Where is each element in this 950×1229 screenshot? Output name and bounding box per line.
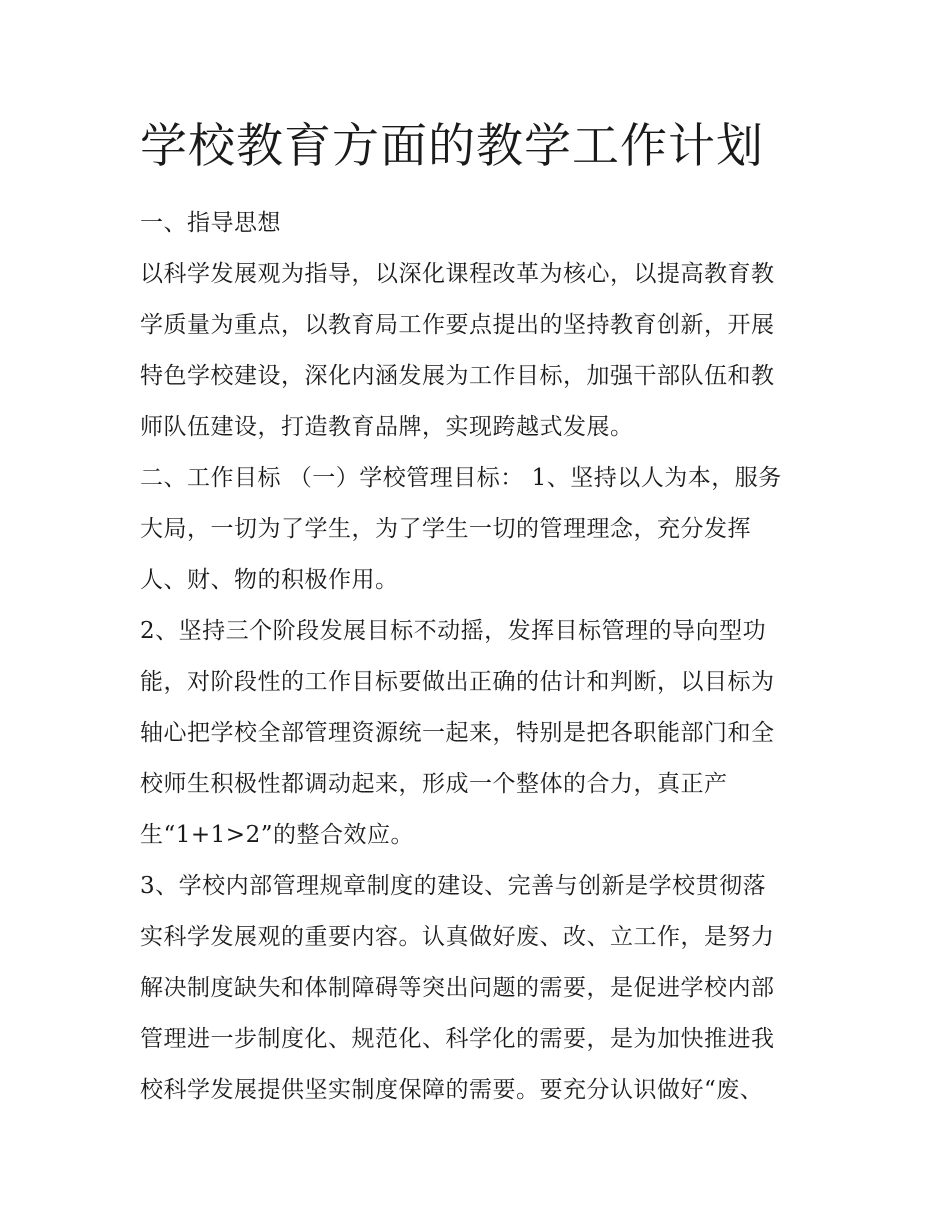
- document-title: 学校教育方面的教学工作计划: [140, 119, 764, 174]
- paragraph-line: 特色学校建设，深化内涵发展为工作目标，加强干部队伍和教: [140, 363, 775, 389]
- paragraph-line: 轴心把学校全部管理资源统一起来，特别是把各职能部门和全: [140, 720, 775, 746]
- paragraph-line: 生“1+1>2”的整合效应。: [140, 822, 414, 848]
- document-page: [140, 112, 816, 1116]
- section-heading-guiding-thought: 一、指导思想: [140, 210, 281, 236]
- paragraph-line: 以科学发展观为指导，以深化课程改革为核心，以提高教育教: [140, 261, 775, 287]
- paragraph-line: 管理进一步制度化、规范化、科学化的需要，是为加快推进我: [140, 1026, 775, 1052]
- paragraph-line: 能，对阶段性的工作目标要做出正确的估计和判断，以目标为: [140, 669, 775, 695]
- paragraph-line: 校科学发展提供坚实制度保障的需要。要充分认识做好“废、: [140, 1077, 764, 1103]
- paragraph-line: 人、财、物的积极作用。: [140, 567, 399, 593]
- paragraph-line: 师队伍建设，打造教育品牌，实现跨越式发展。: [140, 414, 634, 440]
- paragraph-line: 实科学发展观的重要内容。认真做好废、改、立工作，是努力: [140, 924, 775, 950]
- paragraph-line: 3、学校内部管理规章制度的建设、完善与创新是学校贯彻落: [140, 873, 767, 899]
- section-heading-work-goals: 二、工作目标 （一）学校管理目标： 1、坚持以人为本，服务: [140, 465, 782, 491]
- paragraph-line: 学质量为重点，以教育局工作要点提出的坚持教育创新，开展: [140, 312, 775, 338]
- document-body: [140, 198, 816, 1116]
- paragraph-line: 解决制度缺失和体制障碍等突出问题的需要，是促进学校内部: [140, 975, 775, 1001]
- paragraph-line: 大局，一切为了学生，为了学生一切的管理理念，充分发挥: [140, 516, 751, 542]
- paragraph-line: 2、坚持三个阶段发展目标不动摇，发挥目标管理的导向型功: [140, 618, 767, 644]
- paragraph-line: 校师生积极性都调动起来，形成一个整体的合力，真正产: [140, 771, 728, 797]
